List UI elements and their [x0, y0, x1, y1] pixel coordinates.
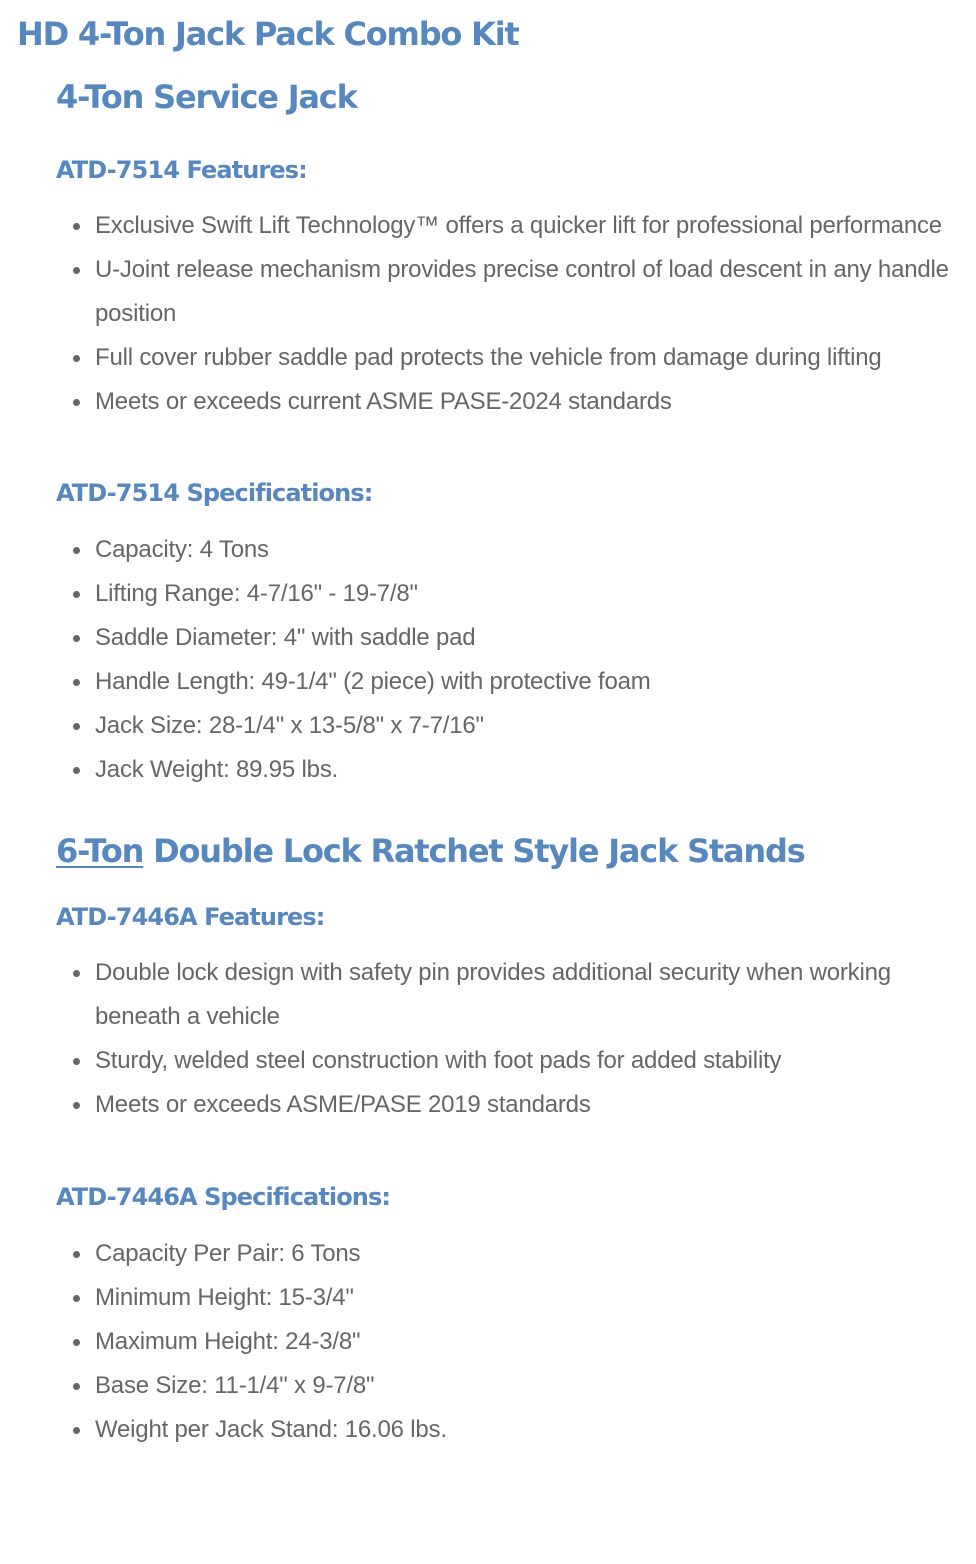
spec-item: Jack Size: 28-1/4" x 13-5/8" x 7-7/16": [95, 704, 956, 748]
jack-stands-specs-title: ATD-7446A Specifications:: [56, 1183, 391, 1211]
product-description: [56, 74, 956, 1452]
jack-stands-features-title: ATD-7446A Features:: [56, 903, 325, 931]
feature-item: Double lock design with safety pin provides additional security when working beneath a vehicle: [95, 951, 956, 1039]
spec-item: Maximum Height: 24-3/8": [95, 1320, 956, 1364]
feature-item: Meets or exceeds current ASME PASE-2024 standards: [95, 380, 956, 424]
feature-item: Exclusive Swift Lift Technology™ offers a quicker lift for professional performance: [95, 204, 956, 248]
spec-item: Capacity Per Pair: 6 Tons: [95, 1232, 956, 1276]
service-jack-specs-title: ATD-7514 Specifications:: [56, 479, 373, 507]
jack-stands-section: [56, 828, 956, 1452]
service-jack-section: [56, 74, 956, 792]
jack-stands-title: [56, 828, 956, 874]
jack-stands-title-link[interactable]: 6-Ton: [56, 832, 144, 870]
feature-item: Full cover rubber saddle pad protects the vehicle from damage during lifting: [95, 336, 956, 380]
page-title: HD 4-Ton Jack Pack Combo Kit: [17, 15, 519, 53]
spec-item: Capacity: 4 Tons: [95, 528, 956, 572]
service-jack-specs-list: [56, 528, 956, 792]
spec-item: Weight per Jack Stand: 16.06 lbs.: [95, 1408, 956, 1452]
feature-item: Meets or exceeds ASME/PASE 2019 standards: [95, 1083, 956, 1127]
feature-item: U-Joint release mechanism provides precise control of load descent in any handle position: [95, 248, 956, 336]
jack-stands-features-list: [56, 951, 956, 1127]
spec-item: Base Size: 11-1/4" x 9-7/8": [95, 1364, 956, 1408]
spec-item: Minimum Height: 15-3/4": [95, 1276, 956, 1320]
feature-item: Sturdy, welded steel construction with foot pads for added stability: [95, 1039, 956, 1083]
service-jack-features-title: ATD-7514 Features:: [56, 156, 307, 184]
jack-stands-title-text: Double Lock Ratchet Style Jack Stands: [143, 832, 805, 870]
spec-item: Lifting Range: 4-7/16" - 19-7/8": [95, 572, 956, 616]
service-jack-features-list: [56, 204, 956, 424]
service-jack-title: 4-Ton Service Jack: [56, 78, 357, 116]
spec-item: Saddle Diameter: 4" with saddle pad: [95, 616, 956, 660]
spec-item: Jack Weight: 89.95 lbs.: [95, 748, 956, 792]
spec-item: Handle Length: 49-1/4" (2 piece) with protective foam: [95, 660, 956, 704]
jack-stands-specs-list: [56, 1232, 956, 1452]
